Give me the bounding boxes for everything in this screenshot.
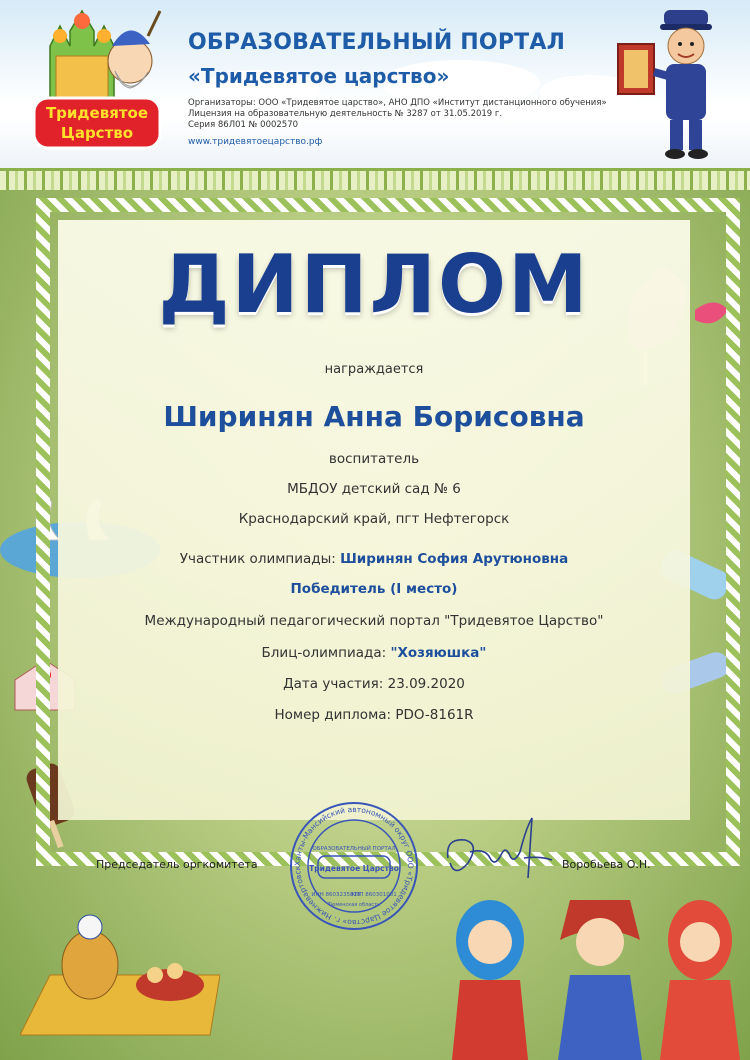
diploma-number: Номер диплома: PDO-8161R	[274, 707, 474, 723]
signer-name: Воробьева О.Н.	[562, 858, 651, 871]
awarded-text: награждается	[324, 362, 424, 377]
location-text: Краснодарский край, пгт Нефтегорск	[238, 511, 510, 527]
recipient-position: воспитатель	[328, 451, 420, 467]
logo-text-line1: Тридевятое	[45, 104, 149, 122]
portal-name-text: Международный педагогический портал "Тридевятое Царство"	[144, 613, 604, 629]
olympiad-line	[58, 645, 690, 661]
stamp-inn: ИНН 8603235818	[311, 892, 361, 898]
header	[0, 0, 750, 168]
official-stamp	[288, 800, 420, 932]
stamp-kpp: КПП 860301001	[351, 892, 397, 898]
logo-text-line2: Царство	[60, 124, 134, 142]
participant-line	[58, 551, 690, 567]
organizers-text: Организаторы: ООО «Тридевятое царство», АНО ДПО «Институт дистанционного обучения»	[188, 98, 607, 108]
portal-title: ОБРАЗОВАТЕЛЬНЫЙ ПОРТАЛ	[188, 30, 566, 55]
stamp-city: Тюменская область	[328, 902, 380, 908]
samovar-table-illustration	[20, 905, 220, 1055]
participant-name: Ширинян София Арутюновна	[340, 551, 569, 567]
recipient-name: Ширинян Анна Борисовна	[163, 400, 585, 433]
license-text: Лицензия на образовательную деятельность № 3287 от 31.05.2019 г.	[188, 109, 503, 119]
portal-logo	[30, 6, 165, 156]
matryoshka-girls-illustration	[430, 880, 750, 1060]
participation-date: Дата участия: 23.09.2020	[283, 676, 465, 692]
stamp-center-top: ОБРАЗОВАТЕЛЬНЫЙ ПОРТАЛ	[312, 846, 396, 852]
olympiad-name: "Хозяюшка"	[390, 645, 487, 661]
result-text: Победитель (I место)	[290, 581, 458, 597]
chair-label: Председатель оргкомитета	[96, 858, 258, 871]
stamp-ring-text: Ханты-Мансийский автономный округ ООО «Тридевятое Царство» г. Нижневартовск	[292, 804, 416, 928]
participant-label: Участник олимпиады:	[179, 551, 341, 567]
series-text: Серия 86Л01 № 0002570	[188, 120, 299, 130]
stamp-center-logo: Тридевятое Царство	[309, 864, 399, 873]
website-link[interactable]: www.тридевятоецарство.рф	[188, 137, 323, 147]
diploma-heading: ДИПЛОМ	[158, 238, 590, 331]
postman-illustration	[612, 2, 732, 162]
olympiad-label: Блиц-олимпиада:	[261, 645, 391, 661]
institution-text: МБДОУ детский сад № 6	[287, 481, 461, 497]
portal-subtitle: «Тридевятое царство»	[188, 64, 450, 88]
